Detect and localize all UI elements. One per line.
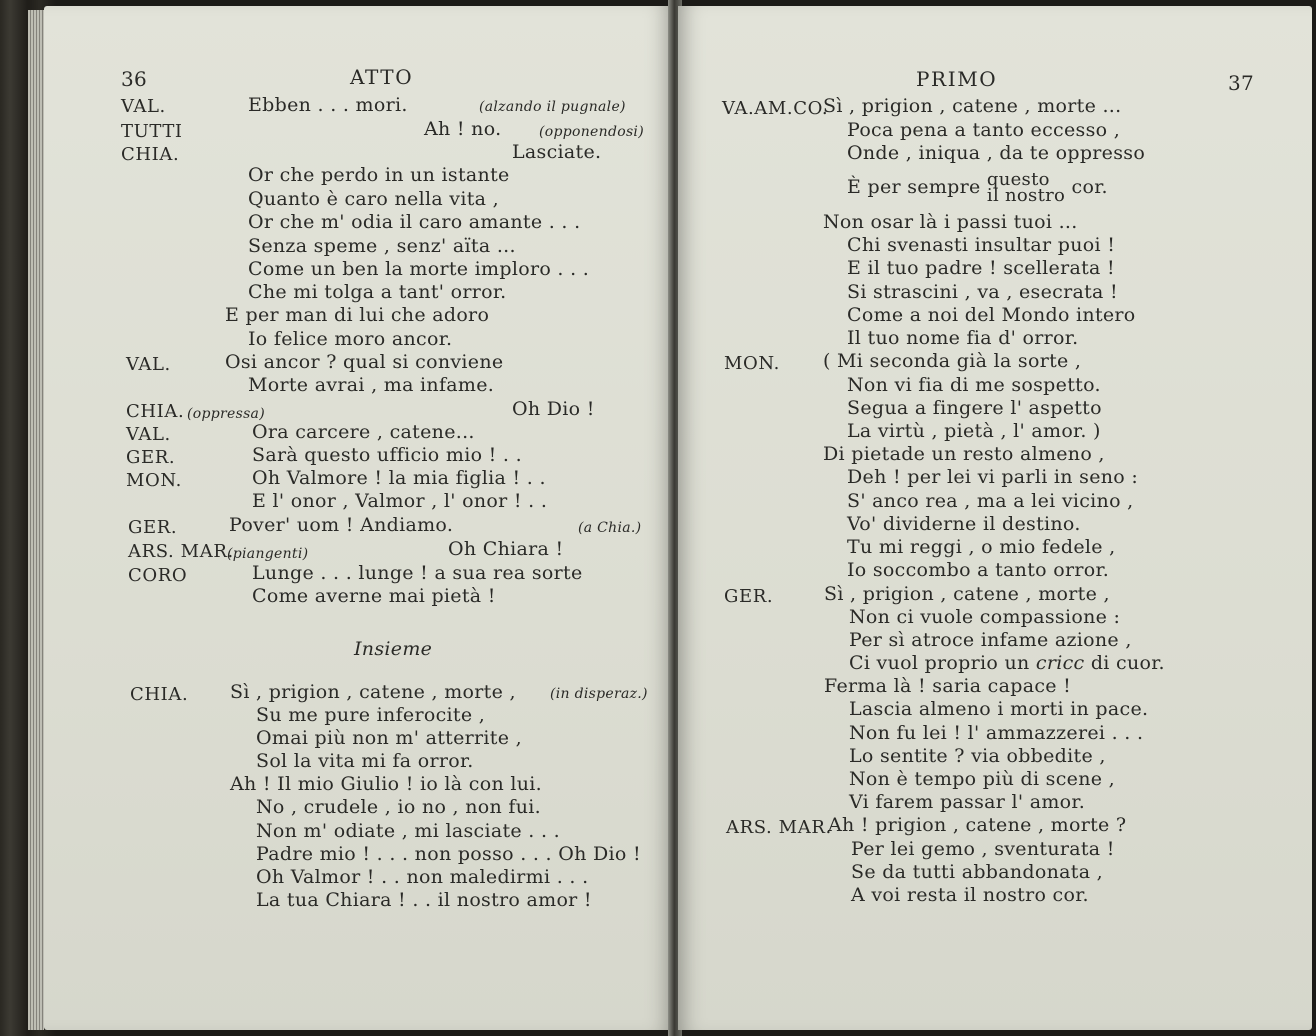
page-number: 37 <box>1228 71 1255 95</box>
verse-line: Poca pena a tanto eccesso , <box>847 119 1121 141</box>
verse-line: Ah ! no. <box>424 118 502 140</box>
verse-line: Padre mio ! . . . non posso . . . Oh Dio ! <box>256 843 641 865</box>
speaker: GER. <box>724 586 774 607</box>
speaker: VAL. <box>126 424 171 445</box>
verse-line: Per sì atroce infame azione , <box>849 629 1132 651</box>
stage-direction: (oppressa) <box>187 406 265 422</box>
verse-line: Io soccombo a tanto orror. <box>847 559 1110 581</box>
right-page <box>678 6 1312 1030</box>
speaker: ARS. MAR. <box>128 541 234 562</box>
verse-line: Sol la vita mi fa orror. <box>256 750 474 772</box>
running-head: ATTO <box>350 65 414 89</box>
speaker: MON. <box>126 470 182 491</box>
verse-line: ( Mi seconda già la sorte , <box>823 350 1082 372</box>
verse-line: Deh ! per lei vi parli in seno : <box>847 466 1139 488</box>
verse-line: Sarà questo ufficio mio ! . . <box>252 444 522 466</box>
verse-line: Segua a fingere l' aspetto <box>847 397 1102 419</box>
italic-word: cricc <box>1035 652 1085 674</box>
verse-line: Ferma là ! saria capace ! <box>824 675 1072 697</box>
verse-line: Ebben . . . mori. <box>248 94 408 116</box>
speaker: ARS. MAR. <box>726 817 832 838</box>
verse-line: Lasciate. <box>512 141 602 163</box>
verse-line: Non vi fia di me sospetto. <box>847 374 1101 396</box>
verse-line: Si strascini , va , esecrata ! <box>847 281 1118 303</box>
verse-line: Io felice moro ancor. <box>248 328 453 350</box>
stacked-alternatives <box>986 169 1066 206</box>
stage-direction: (in disperaz.) <box>550 686 648 702</box>
verse-line: Ah ! Il mio Giulio ! io là con lui. <box>230 773 542 795</box>
verse-line: Oh Valmor ! . . non maledirmi . . . <box>256 866 589 888</box>
stack-lower: il nostro <box>986 185 1066 206</box>
verse-line: E l' onor , Valmor , l' onor ! . . <box>252 490 548 512</box>
verse-line: La tua Chiara ! . . il nostro amor ! <box>256 889 592 911</box>
verse-line: Lunge . . . lunge ! a sua rea sorte <box>252 562 583 584</box>
verse-line: Per lei gemo , sventurata ! <box>851 838 1115 860</box>
verse-line: No , crudele , io no , non fui. <box>256 796 541 818</box>
verse-line: Come averne mai pietà ! <box>252 585 496 607</box>
speaker: CHIA. <box>130 684 189 705</box>
verse-line: Senza speme , senz' aïta ... <box>248 235 516 257</box>
verse-line: E il tuo padre ! scellerata ! <box>847 257 1115 279</box>
verse-line: Morte avrai , ma infame. <box>248 374 495 396</box>
speaker: VA.AM.CO. <box>722 98 829 119</box>
stage-direction: (alzando il pugnale) <box>479 99 626 115</box>
verse-line: Osi ancor ? qual si conviene <box>225 351 504 373</box>
left-page <box>44 6 672 1030</box>
verse-line: Come un ben la morte imploro . . . <box>248 258 590 280</box>
verse-text: Ci vuol proprio un <box>849 652 1030 674</box>
verse-line: Quanto è caro nella vita , <box>248 188 499 210</box>
verse-line <box>847 169 1108 206</box>
verse-line: Omai più non m' atterrite , <box>256 727 522 749</box>
verse-line: Non fu lei ! l' ammazzerei . . . <box>849 722 1144 744</box>
running-head: PRIMO <box>916 67 998 91</box>
verse-line: Su me pure inferocite , <box>256 704 486 726</box>
verse-line: Or che m' odia il caro amante . . . <box>248 211 581 233</box>
page-number: 36 <box>121 67 148 91</box>
stack-upper: questo <box>986 169 1050 190</box>
verse-line: Non m' odiate , mi lasciate . . . <box>256 820 560 842</box>
verse-line: A voi resta il nostro cor. <box>851 884 1089 906</box>
verse-line: Pover' uom ! Andiamo. <box>229 514 454 536</box>
stage-direction: (piangenti) <box>227 546 309 562</box>
verse-line: La virtù , pietà , l' amor. ) <box>847 420 1101 442</box>
verse-line: Sì , prigion , catene , morte , <box>824 583 1110 605</box>
verse-line: Oh Dio ! <box>512 398 595 420</box>
speaker: VAL. <box>126 354 171 375</box>
verse-line: Sì , prigion , catene , morte , <box>230 681 516 703</box>
verse-text-after: di cuor. <box>1090 652 1165 674</box>
verse-line: Oh Valmore ! la mia figlia ! . . <box>252 467 546 489</box>
verse-line: Tu mi reggi , o mio fedele , <box>847 536 1116 558</box>
speaker: GER. <box>126 447 176 468</box>
verse-line: Sì , prigion , catene , morte ... <box>823 95 1122 117</box>
verse-line: Come a noi del Mondo intero <box>847 304 1136 326</box>
verse-line: Vo' dividerne il destino. <box>847 513 1081 535</box>
verse-line: Il tuo nome fia d' orror. <box>847 327 1079 349</box>
speaker: TUTTI <box>121 121 183 142</box>
verse-line: Vi farem passar l' amor. <box>849 791 1086 813</box>
speaker: CHIA. <box>121 144 180 165</box>
speaker: CORO <box>128 565 188 586</box>
stage-direction: (opponendosi) <box>539 124 644 140</box>
verse-text-after: cor. <box>1071 176 1108 198</box>
verse-line: E per man di lui che adoro <box>225 304 490 326</box>
verse-line: Non ci vuole compassione : <box>849 606 1121 628</box>
verse-line: Se da tutti abbandonata , <box>851 861 1104 883</box>
verse-line: Or che perdo in un istante <box>248 164 510 186</box>
speaker: CHIA. <box>126 401 185 422</box>
verse-line: Chi svenasti insultar puoi ! <box>847 234 1116 256</box>
stage-direction: (a Chia.) <box>578 520 642 536</box>
verse-line: S' anco rea , ma a lei vicino , <box>847 490 1134 512</box>
page-edges <box>28 10 44 1030</box>
verse-line: Oh Chiara ! <box>448 538 564 560</box>
section-heading: Insieme <box>354 638 433 660</box>
verse-line: Ora carcere , catene... <box>252 421 475 443</box>
verse-line: Non osar là i passi tuoi ... <box>823 211 1078 233</box>
verse-line: Onde , iniqua , da te oppresso <box>847 142 1146 164</box>
verse-line: Lo sentite ? via obbedite , <box>849 745 1106 767</box>
verse-line <box>849 652 1165 674</box>
speaker: GER. <box>128 517 178 538</box>
verse-line: Di pietade un resto almeno , <box>823 443 1105 465</box>
verse-text: È per sempre <box>847 176 981 198</box>
verse-line: Non è tempo più di scene , <box>849 768 1115 790</box>
verse-line: Che mi tolga a tant' orror. <box>248 281 507 303</box>
verse-line: Lascia almeno i morti in pace. <box>849 698 1149 720</box>
speaker: MON. <box>724 353 780 374</box>
verse-line: Ah ! prigion , catene , morte ? <box>828 814 1127 836</box>
speaker: VAL. <box>121 96 166 117</box>
